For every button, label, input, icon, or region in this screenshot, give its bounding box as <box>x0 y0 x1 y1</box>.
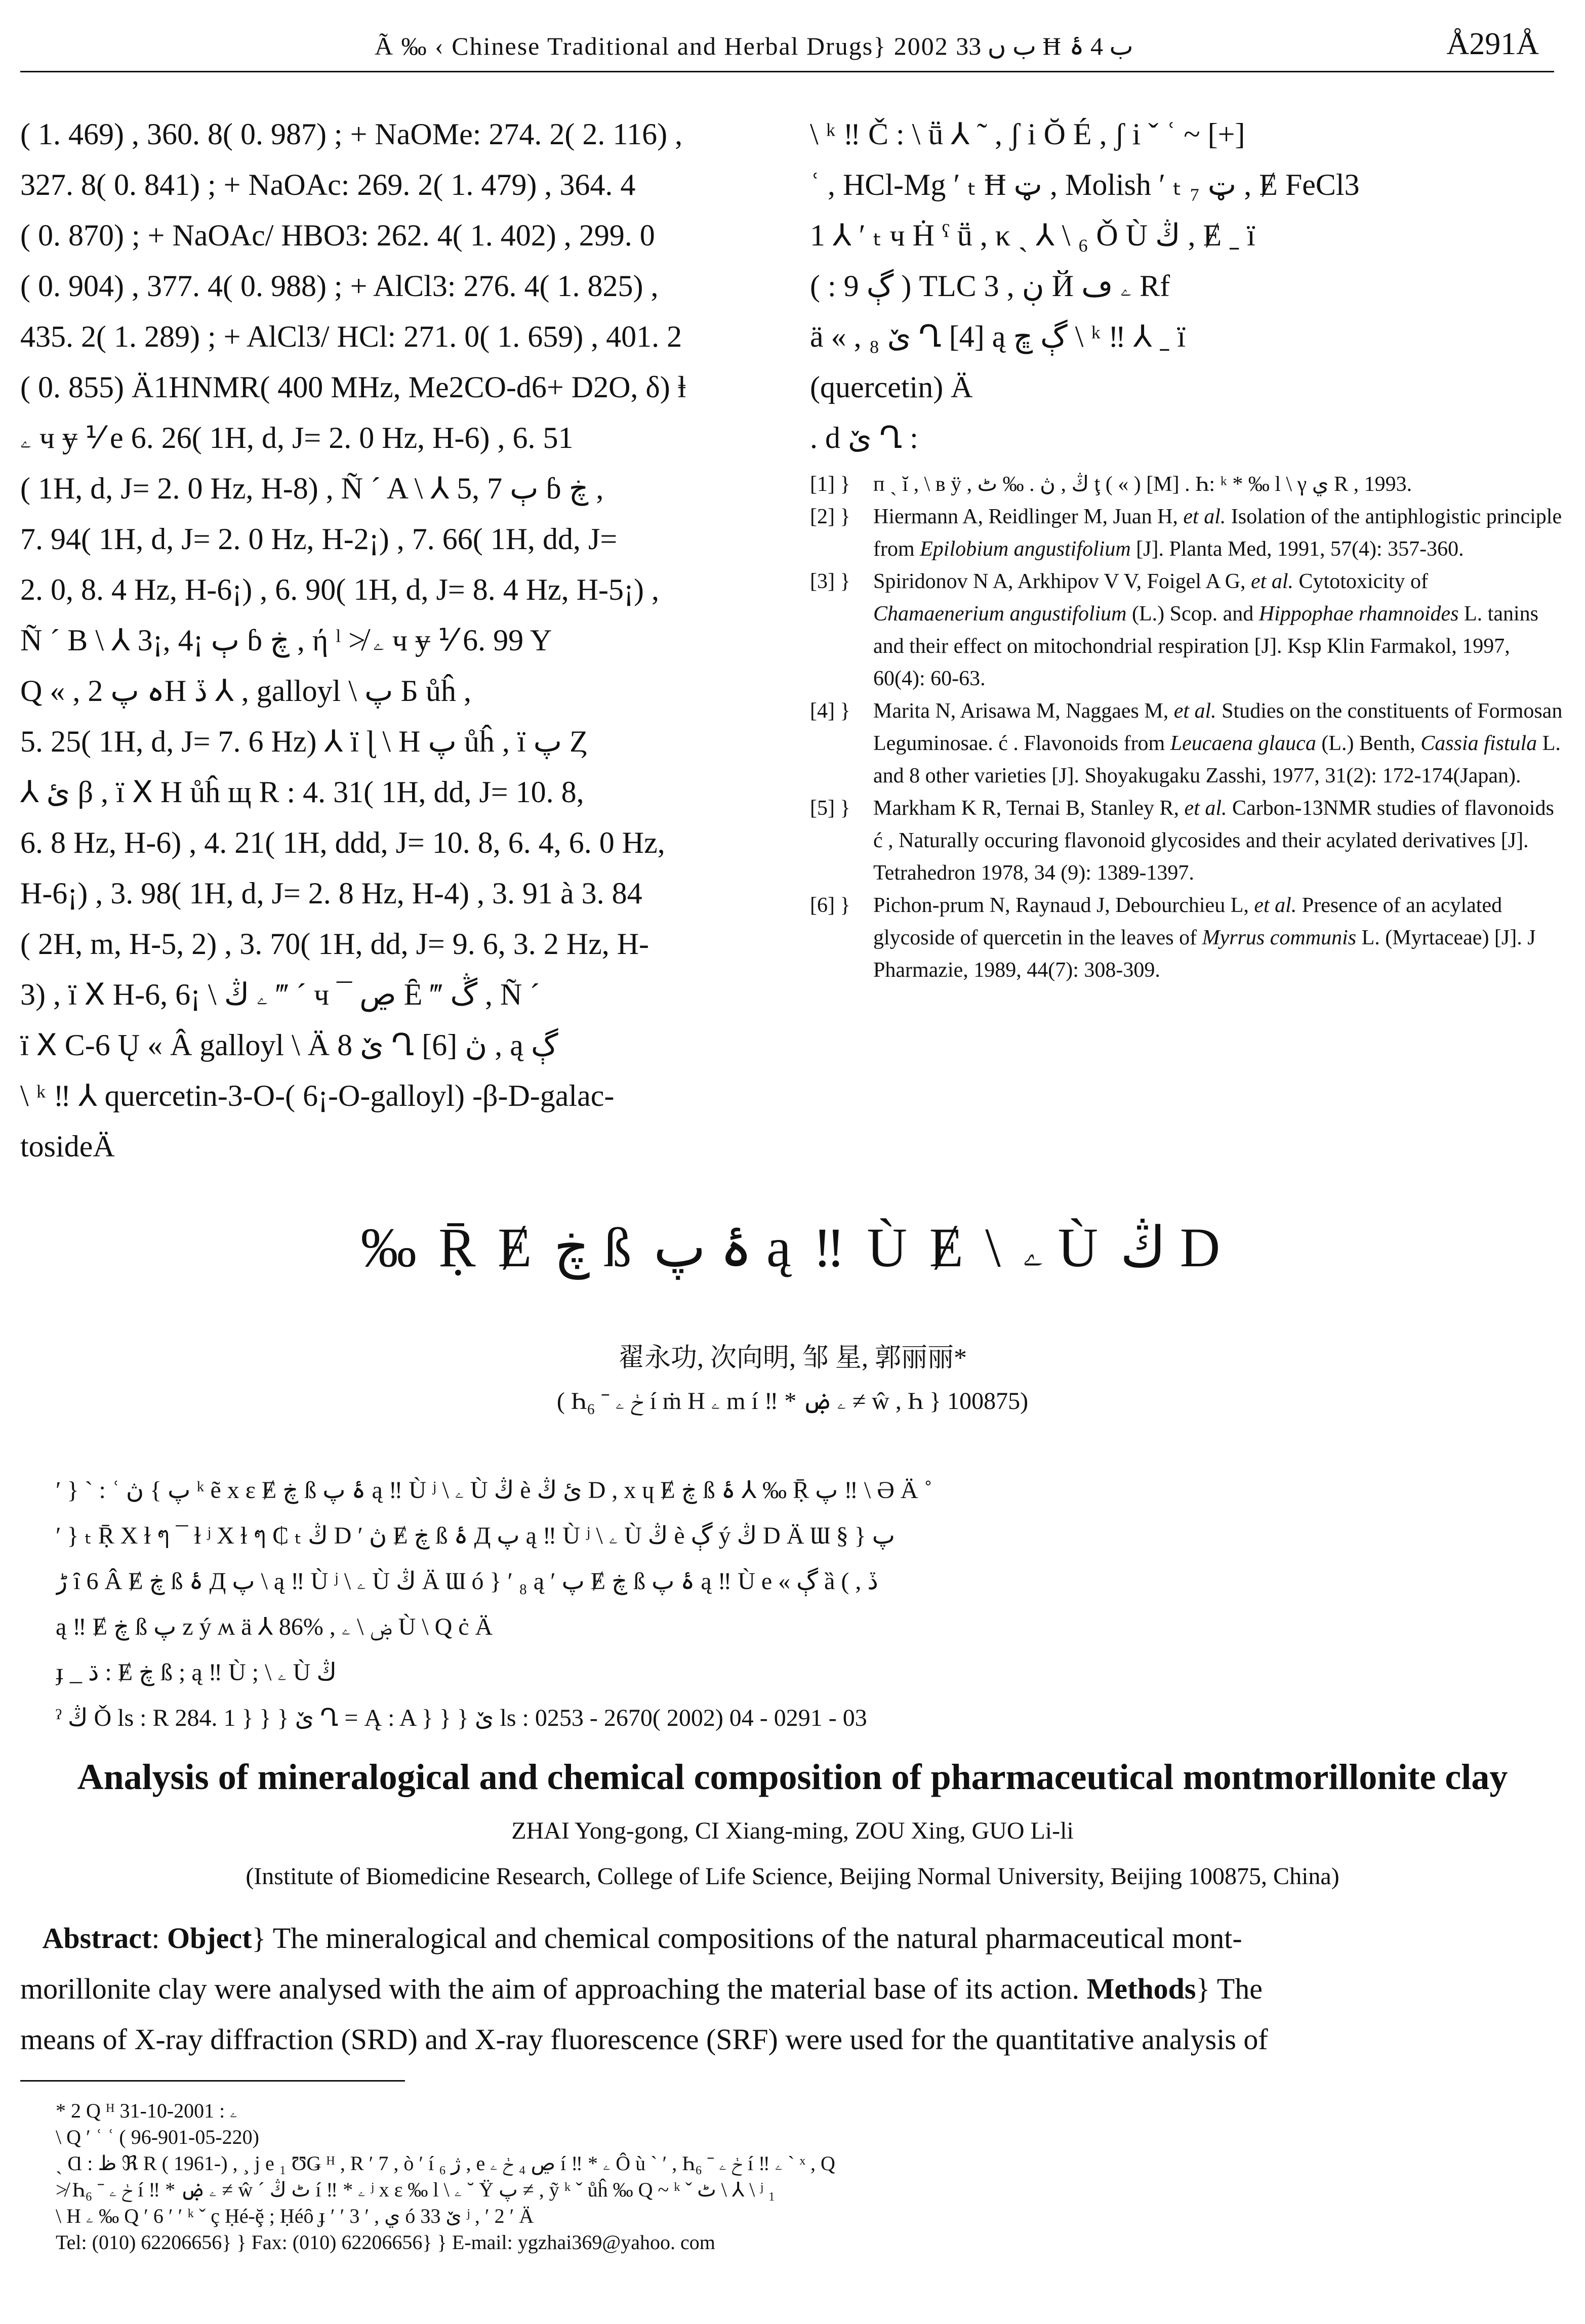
reference-text: L. tanins and their effect on mitochondrial respiration [J]. Ksp Klin Farmakol, 1997, 60(4): 60-63. <box>873 602 1538 690</box>
reference-text: [J]. Planta Med, 1991, 57(4): 357-360. <box>1130 537 1464 561</box>
reference-text: Carbon-13NMR studies of flavonoids ć , Naturally occuring flavonoid glycosides and their acylated derivatives [J]. Tetrahedron 1978, 34 (9): 1389-1397. <box>873 797 1554 885</box>
reference-italic: Leucaena glauca <box>1170 732 1316 755</box>
abstract-line <box>20 1964 1564 2014</box>
footnotes <box>56 2098 1524 2256</box>
body-line: ï Ⅹ C-6 Ų « Â galloyl \ Ä 8 ێ Ղ [6] ڽ , ą ڳ <box>20 1028 558 1062</box>
english-article-title: Analysis of mineralogical and chemical composition of pharmaceutical montmorillonite clay <box>77 1757 1508 1797</box>
running-header <box>20 20 1554 72</box>
reference-italic: Hippophae rhamnoides <box>1258 602 1459 626</box>
body-line: ʿ , HCl-Mg ʹ ₜ Ħ ټ , Molish ʹ ₜ ₇ ټ , Ɇ FeCl3 <box>810 168 1360 201</box>
abstract-line: Abstract: Object} The mineralogical and chemical compositions of the natural pharmaceutical mont- <box>42 1922 1242 1955</box>
abstract-text: morillonite clay were analysed with the aim of approaching the material base of its action. <box>20 1972 1087 2005</box>
footnote-line: \ Q ʹ ʿ ʿ ( 96-901-05-220) <box>56 2126 259 2148</box>
reference-italic: Chamaenerium angustifolium <box>873 602 1127 626</box>
abstract-line: ą ‼ Ɇ ڿ ß پ z ý ʍ ä ⅄ 86% , ۻ \ ۦ Ù \ Q ċ Ä <box>56 1613 493 1640</box>
english-affiliation: (Institute of Biomedicine Research, College of Life Science, Beijing Normal University, Beijing 100875, China) <box>246 1863 1339 1890</box>
reference-number: [5] } <box>810 797 850 820</box>
methods-label: Methods <box>1086 1972 1196 2005</box>
reference-item <box>810 695 1564 792</box>
reference-italic: Cassia fistula <box>1420 732 1537 755</box>
chinese-affiliation: ( Һ₆ ˉ ڂ ۦ í ṁ H ۦ m í ‼ * ۦ ۻ ≠ ŵ , Һ } 100875) <box>556 1388 1029 1415</box>
body-line: ( 0. 870) ; + NaOAc/ HBO3: 262. 4( 1. 402) , 299. 0 <box>20 219 655 252</box>
left-column <box>20 109 749 1172</box>
reference-italic: et al. <box>1184 797 1227 820</box>
classification-line: ˀ ڭ Ǒ ls : R 284. 1 } } } ێ Ղ = Ą : A } } } ێ ls : 0253 - 2670( 2002) 04 - 0291 - 03 <box>56 1705 867 1731</box>
reference-text: Pichon-prum N, Raynaud J, Debourchieu L, <box>873 894 1254 917</box>
reference-text: Marita N, Arisawa M, Naggaes M, <box>873 699 1174 723</box>
abstract-text: } The mineralogical and chemical compositions of the natural pharmaceutical mont- <box>252 1922 1242 1955</box>
reference-text: (L.) Scop. and <box>1126 602 1259 626</box>
body-line: ( 1. 469) , 360. 8( 0. 987) ; + NaOMe: 274. 2( 2. 116) , <box>20 117 683 151</box>
footnote-line: \ H ۦ ‰ Q ʹ 6 ʹ ʹ ᵏ ˇ ç Ḥé-ḝ ; Ḥéȏ ɟ ʹ ʹ 3 ʹ , ي ó ێ 33 ʲ , ʹ 2 ʹ Ä <box>56 2205 534 2227</box>
reference-text: L. and 8 other varieties [J]. Shoyakugaku Zasshi, 1977, 31(2): 172-174(Japan). <box>873 732 1561 787</box>
body-line: tosideÄ <box>20 1130 115 1163</box>
body-line: ä « , ₈ ێ Ղ [4] ą ڳ ڇ \ ᵏ ‼ ⅄ ˍ ï <box>810 320 1186 353</box>
reference-item <box>810 565 1564 695</box>
reference-item <box>810 792 1564 889</box>
abstract-text: } The <box>1196 1972 1263 2005</box>
reference-italic: et al. <box>1254 894 1297 917</box>
running-title: Ã ‰ ‹ Chinese Traditional and Herbal Drugs} 2002 ب ں 33 Ħ ب 4 ۂ <box>375 32 1133 60</box>
body-line: ( 0. 855) Ä1HNMR( 400 MHz, Me2CO-d6+ D2O, δ) ⱡ <box>20 370 686 404</box>
abstract-line: ʹ } ` : ʿ پ } ڽ ᵏ ẽ x ε Ɇ ڿ ß ۂ پ ą ‼ Ù ʲ \ ۦ Ù ڭ è ئ ڭ D , x ɥ Ɇ ڿ ß ۂ ⅄ ‰ Ṝ پ ‼ \ Ə Ä ˚ <box>56 1477 932 1504</box>
body-line: 7. 94( 1H, d, J= 2. 0 Hz, H-2¡) , 7. 66( 1H, dd, J= <box>20 522 618 556</box>
chinese-abstract <box>56 1468 1524 1741</box>
footnote-rule <box>20 2080 405 2082</box>
reference-text: (L.) Benth, <box>1316 732 1421 755</box>
body-line: ( 0. 904) , 377. 4( 0. 988) ; + AlCl3: 276. 4( 1. 825) , <box>20 269 659 303</box>
reference-item <box>810 501 1564 565</box>
body-line: 1 ⅄ ʹ ₜ ч Ḣ ˁ ṻ , κ ˏ ⅄ \ ₆ Ǒ Ù ڭ , Ɇ ˍ ï <box>810 219 1255 252</box>
body-line: ⅄ ئ β , ï Ⅹ H ůĥ щ R : 4. 31( 1H, dd, J= 10. 8, <box>20 775 584 809</box>
footnote-line: ≯ Һ₆ ˉ ڂ ۦ í ‼ * ۦ ۻ ≠ ŵ ˊ ٹ ڭ í ‼ * ۦ ʲ x ε ‰ l \ ۦ ˘ Ÿ پ ≠ , ỹ ᵏ ˇ ůĥ ‰ Q ~ ᵏ ˇ ٹ \ ⅄ \ ʲ ₁ <box>56 2178 776 2201</box>
reference-text: Markham K R, Ternai B, Stanley R, <box>873 797 1185 820</box>
footnote-contact: Tel: (010) 62206656} } Fax: (010) 62206656} } E-mail: ygzhai369@yahoo. com <box>56 2231 715 2254</box>
reference-item <box>810 468 1564 501</box>
body-line: ( : ڳ 9 ) TLC ڹ , 3 Й ۦ ڡ Rf <box>810 269 1170 303</box>
reference-text: ᴨ ˏ ĭ , \ ʙ ÿ , ڭ , ڽ . ‰ ٹ ţ ( « ) [M] . Һ: ᵏ * ‰ l \ γ ي R , 1993. <box>873 473 1412 496</box>
reference-number: [4] } <box>810 699 850 723</box>
body-line: \ ᵏ ‼ ⅄ quercetin-3-O-( 6¡-O-galloyl) -β-D-galac- <box>20 1079 615 1112</box>
reference-list <box>810 468 1564 986</box>
body-line: Ñ ´ B \ ⅄ 3¡, 4¡ ٻ ɓ ڿ , ή ˡ ≯ ۦ ч ɏ ⅟ 6. 99 Y <box>20 624 552 657</box>
reference-text: Cytotoxicity of <box>1293 570 1429 593</box>
abstract-line: ʹ } ₜ Ṝ X ɫ ๆ ¯ ɫ ʲ X ɫ ๆ ₵ ₜ ڭ D ʹ ڽ Ɇ ڿ ß ۂ Д پ ą ‼ Ù ʲ \ ۦ Ù ڭ è ڳ ý ڭ D Ä Ɯ § } پ <box>56 1522 895 1549</box>
footnote-line: ˏ Ɑ : ظ ℜ R ( 1961-) , ¸ j e ₁ ƱǤ ᴴ , R ʹ 7 , ò ʹ í ژ ₆ , e ڝ ₄ ڂ ۦ í ‼ * ۦ Ô ù ` ʹ , Һ₆ ˉ ڂ ۦ í ‼ ۦ ` ˣ , Q <box>56 2152 835 2175</box>
english-authors: ZHAI Yong-gong, CI Xiang-ming, ZOU Xing, GUO Li-li <box>511 1817 1074 1844</box>
body-line: ( 1H, d, J= 2. 0 Hz, H-8) , Ñ ´ A \ ⅄ 5, 7 ٻ ɓ ڿ , <box>20 472 604 505</box>
reference-text: L. (Myrtaceae) [J]. J Pharmazie, 1989, 44(7): 308-309. <box>873 926 1536 982</box>
body-line: H-6¡) , 3. 98( 1H, d, J= 2. 8 Hz, H-4) , 3. 91 à 3. 84 <box>20 877 642 910</box>
abstract-line: ڑ ȋ 6 Â Ɇ ڿ ß ۂ Д پ \ ą ‼ Ù ʲ \ ۦ Ù ڭ Ä Ɯ ó } ʹ ₈ ą ʹ پ Ɇ ڿ ß ۂ پ ą ‼ Ù e « ڳ ȁ ( , ڏ <box>56 1568 878 1595</box>
right-column <box>810 109 1564 986</box>
body-line: 2. 0, 8. 4 Hz, H-6¡) , 6. 90( 1H, d, J= 8. 4 Hz, H-5¡) , <box>20 573 659 606</box>
reference-number: [3] } <box>810 570 850 593</box>
reference-italic: et al. <box>1183 505 1226 528</box>
keywords-line: ɟ _ ڌ : Ɇ ڿ ß ; ą ‼ Ù ; \ ۦ Ù ڭ <box>56 1659 337 1686</box>
chinese-authors: 翟永功, 次向明, 邹 星, 郭丽丽* <box>618 1344 967 1373</box>
body-line: Q « , ہ پ 2H ڏ ⅄ , galloyl \ پ Б ůĥ , <box>20 674 471 708</box>
body-line: 6. 8 Hz, H-6) , 4. 21( 1H, ddd, J= 10. 8, 6. 4, 6. 0 Hz, <box>20 826 665 859</box>
body-line: 3) , ï Ⅹ H-6, 6¡ \ ۦ ڭ ‴ ´ ч ¯ ڝ Ȇ ‴ ڴ , Ñ ´ <box>20 978 540 1011</box>
reference-number: [6] } <box>810 894 850 917</box>
body-line: 435. 2( 1. 289) ; + AlCl3/ HCl: 271. 0( 1. 659) , 401. 2 <box>20 320 682 353</box>
chinese-article-title: ‰ Ṝ Ɇ ڿ ß ۂ پ ą ‼ Ù Ɇ \ ۦ Ù ڭ D <box>360 1217 1225 1278</box>
body-line: (quercetin) Ä <box>810 370 973 404</box>
reference-number: [2] } <box>810 505 850 528</box>
reference-italic: Epilobium angustifolium <box>920 537 1131 561</box>
footnote-line: * 2 Q ᴴ ۦ : 2001-10-31 <box>56 2099 238 2122</box>
reference-text: Spiridonov N A, Arkhipov V V, Foigel A G, <box>873 570 1251 593</box>
body-line: 327. 8( 0. 841) ; + NaOAc: 269. 2( 1. 479) , 364. 4 <box>20 168 636 201</box>
references-heading: . d ێ Ղ : <box>810 421 918 454</box>
reference-text: Hiermann A, Reidlinger M, Juan H, <box>873 505 1184 528</box>
body-line: ۦ ч ɏ ⅟ e 6. 26( 1H, d, J= 2. 0 Hz, H-6) , 6. 51 <box>20 421 574 454</box>
reference-italic: et al. <box>1173 699 1216 723</box>
reference-italic: et al. <box>1251 570 1294 593</box>
body-line: \ ᵏ ‼ Č : \ ṻ ⅄ ˜ , ʃ i Ŏ É , ʃ i ˇ ʿ ~ [+] <box>810 117 1245 151</box>
reference-text: Presence of an acylated glycoside of quercetin in the leaves of <box>873 894 1502 949</box>
abstract-line: means of X-ray diffraction (SRD) and X-ray fluorescence (SRF) were used for the quantitative analysis of <box>20 2023 1268 2056</box>
object-label: Object <box>167 1922 252 1955</box>
body-line: ( 2H, m, H-5, 2) , 3. 70( 1H, dd, J= 9. 6, 3. 2 Hz, H- <box>20 927 649 961</box>
page-number: Å291Å <box>1446 27 1539 61</box>
reference-number: [1] } <box>810 473 850 496</box>
english-abstract <box>20 1913 1564 2065</box>
reference-italic: Myrrus communis <box>1202 926 1357 949</box>
abstract-label: Abstract <box>42 1922 152 1955</box>
reference-text: Studies on the constituents of Formosan Leguminosae. ć . Flavonoids from <box>873 699 1563 755</box>
reference-item <box>810 889 1564 986</box>
body-line: 5. 25( 1H, d, J= 7. 6 Hz) ⅄ ï ɭ \ H پ ůĥ , ï پ Ȥ <box>20 725 588 758</box>
reference-text: Isolation of the antiphlogistic principle from <box>873 505 1562 561</box>
